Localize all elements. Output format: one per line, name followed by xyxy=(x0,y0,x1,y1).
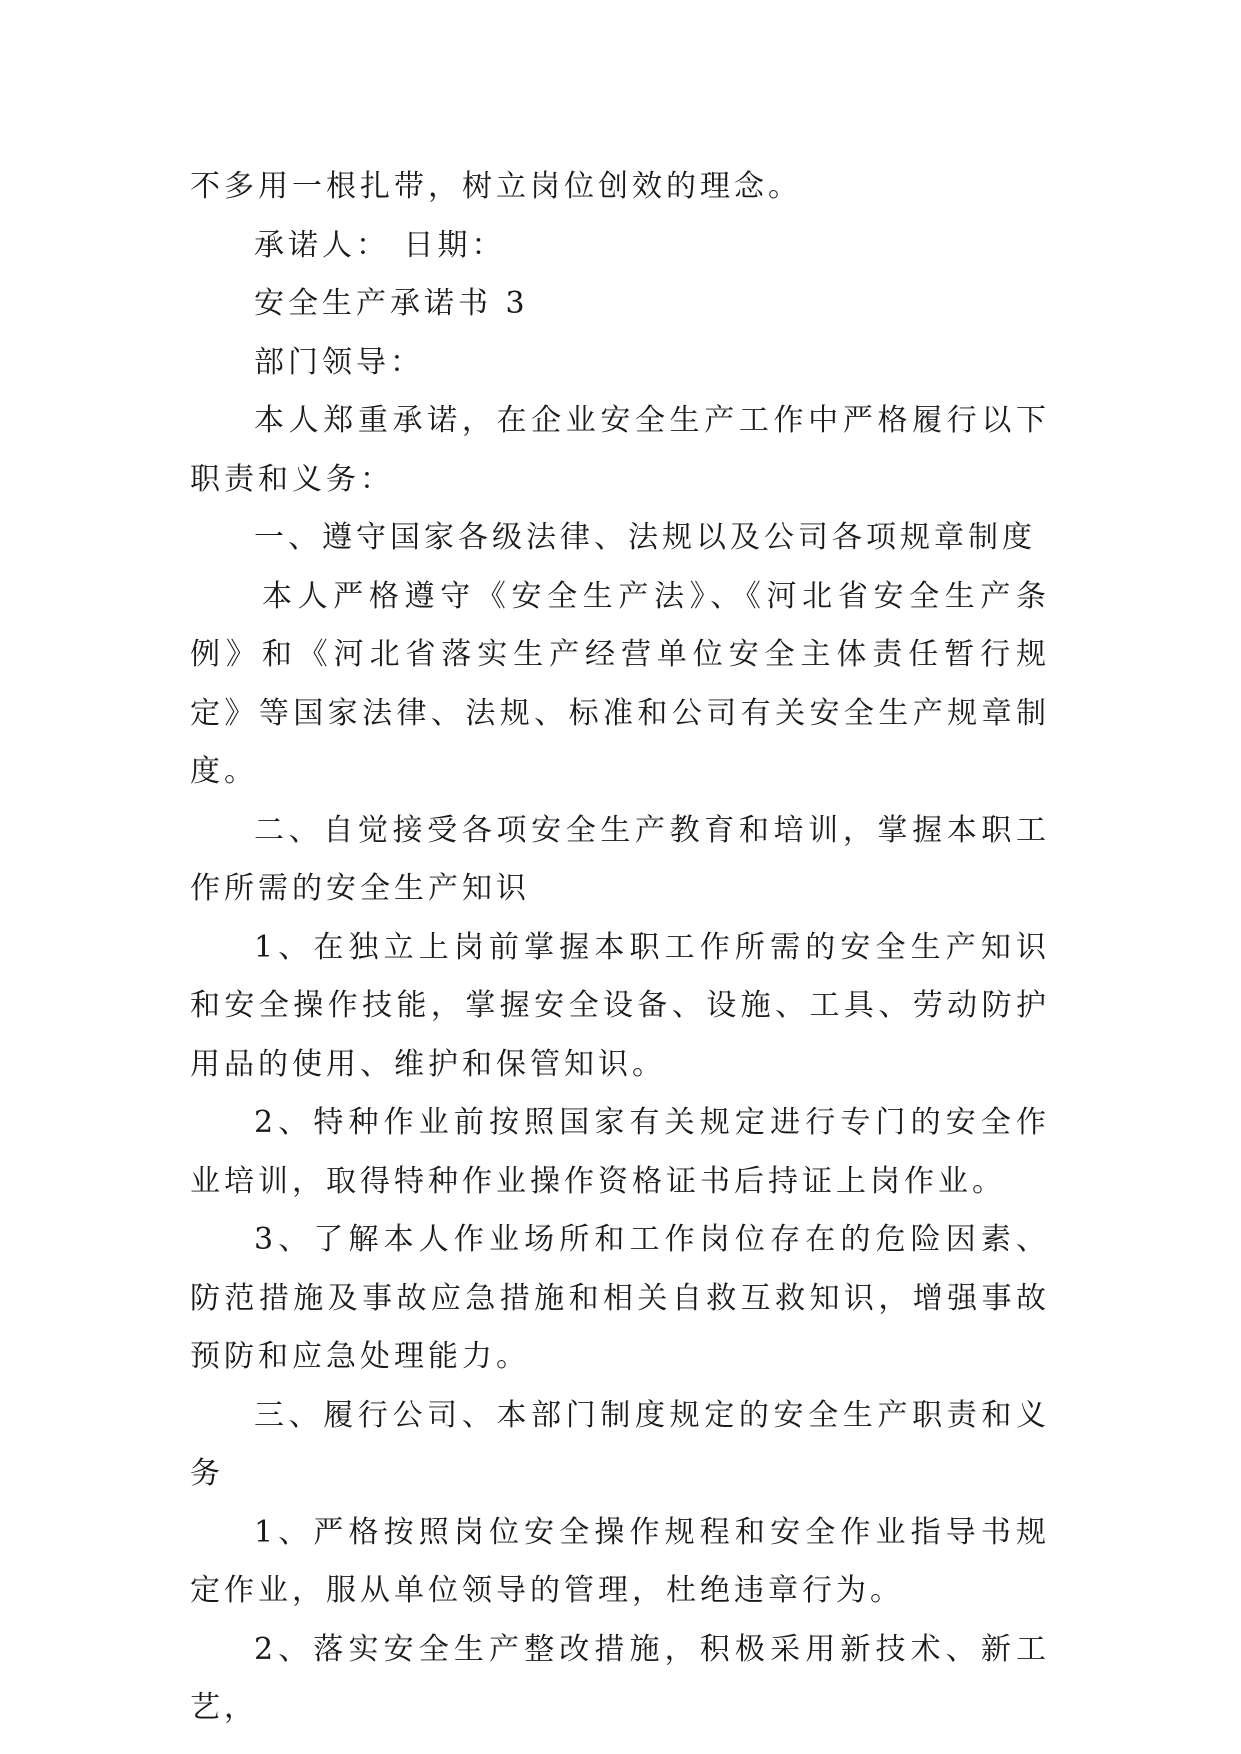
document-body xyxy=(190,158,1050,1738)
paragraph: 不多用一根扎带，树立岗位创效的理念。 xyxy=(190,169,802,204)
paragraph: 本人严格遵守《安全生产法》、《河北省安全生产条例》和《河北省落实生产经营单位安全主体责任暂行规定》等国家法律、法规、标准和公司有关安全生产规章制度。 xyxy=(190,578,1050,789)
paragraph: 本人郑重承诺，在企业安全生产工作中严格履行以下职责和义务： xyxy=(190,403,1050,497)
salutation: 部门领导： xyxy=(254,344,424,380)
list-item: 1、严格按照岗位安全操作规程和安全作业指导书规定作业，服从单位领导的管理，杜绝违章行为。 xyxy=(190,1514,1050,1608)
section-heading: 一、遵守国家各级法律、法规以及公司各项规章制度 xyxy=(254,520,1036,555)
list-item: 2、落实安全生产整改措施，积极采用新技术、新工艺， xyxy=(190,1631,1050,1725)
list-item: 2、特种作业前按照国家有关规定进行专门的安全作业培训，取得特种作业操作资格证书后持证上岗作业。 xyxy=(190,1105,1050,1199)
section-title: 安全生产承诺书 3 xyxy=(254,286,529,321)
section-heading: 三、履行公司、本部门制度规定的安全生产职责和义务 xyxy=(190,1397,1050,1491)
list-item: 1、在独立上岗前掌握本职工作所需的安全生产知识和安全操作技能，掌握安全设备、设施、工具、劳动防护用品的使用、维护和保管知识。 xyxy=(190,929,1050,1082)
paragraph: 承诺人： 日期： xyxy=(254,227,506,263)
list-item: 3、了解本人作业场所和工作岗位存在的危险因素、防范措施及事故应急措施和相关自救互救知识，增强事故预防和应急处理能力。 xyxy=(190,1222,1050,1374)
section-heading: 二、自觉接受各项安全生产教育和培训，掌握本职工作所需的安全生产知识 xyxy=(190,812,1050,906)
